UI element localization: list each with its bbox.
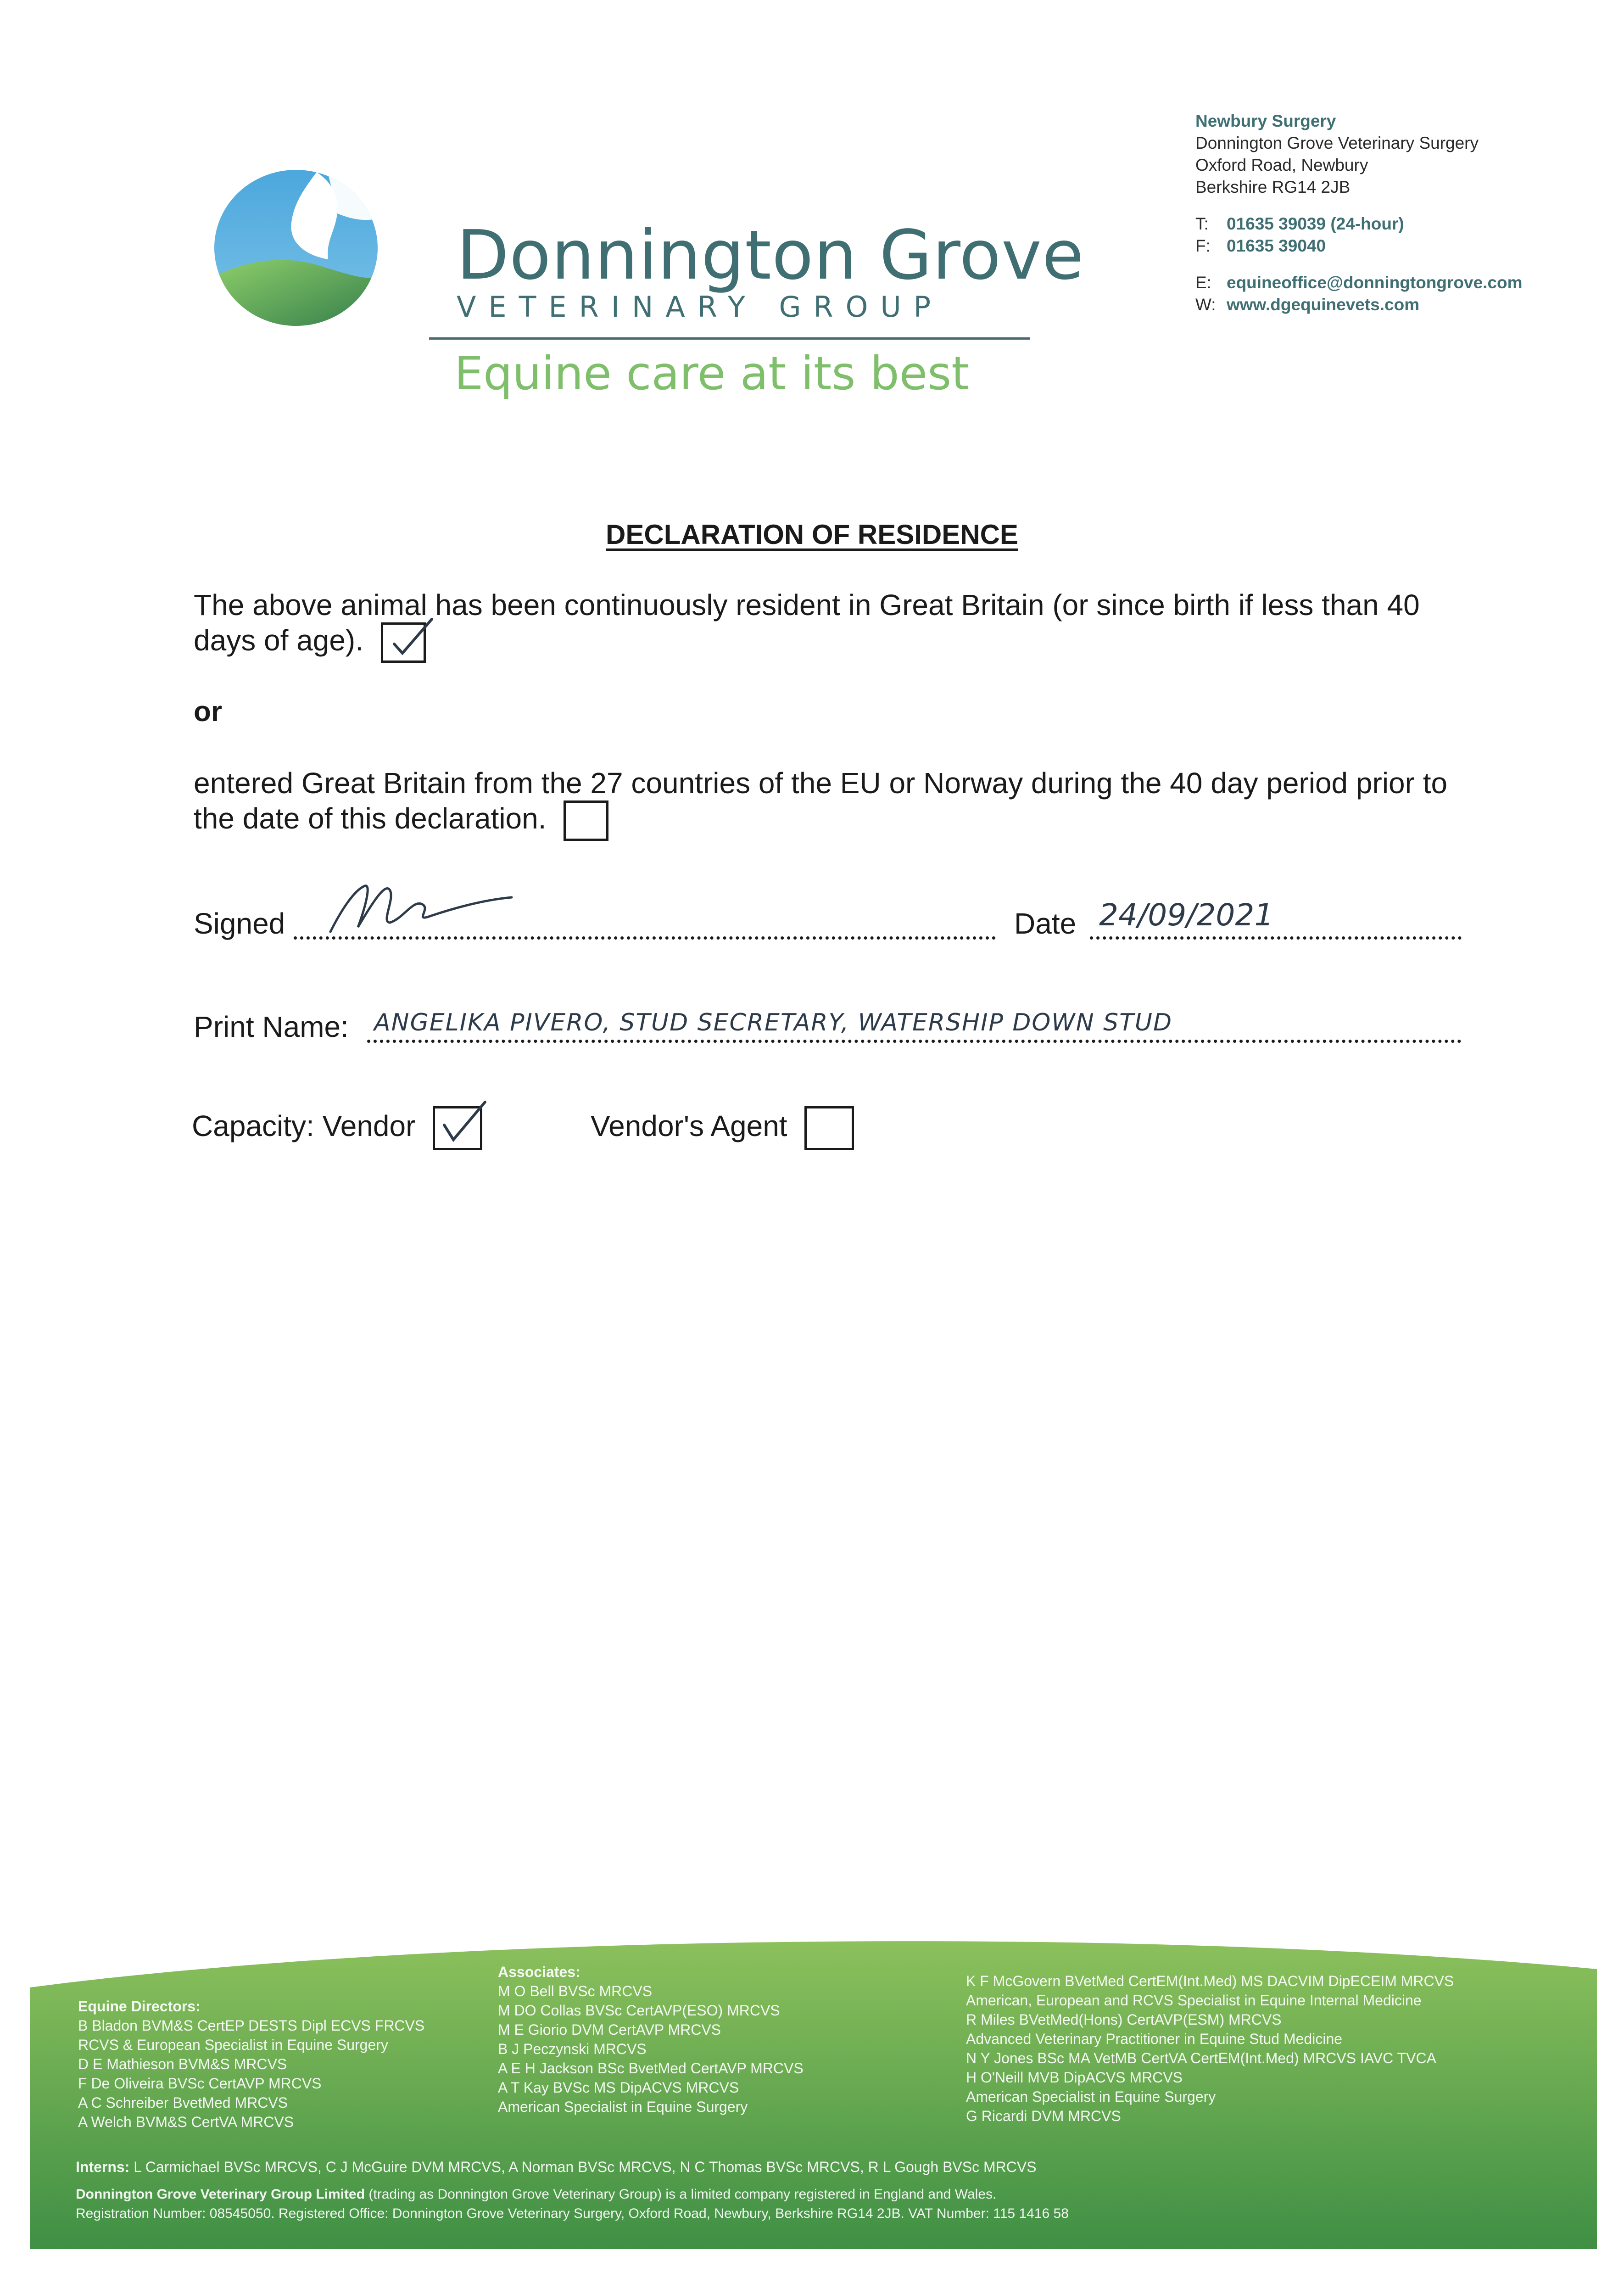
email-label: E: — [1195, 273, 1211, 292]
vendor-checkbox[interactable] — [433, 1106, 482, 1150]
associate-entry: A E H Jackson BSc BvetMed CertAVP MRCVS — [498, 2060, 804, 2077]
signature-line — [294, 936, 996, 940]
footer — [0, 1919, 1624, 2295]
director-entry: F De Oliveira BVSc CertAVP MRCVS — [78, 2075, 322, 2092]
vendors-agent-label: Vendor's Agent — [591, 1109, 787, 1142]
associate-entry: B J Peczynski MRCVS — [498, 2041, 647, 2057]
logo-icon — [211, 163, 381, 333]
brand-divider — [429, 337, 1030, 340]
checkmark-icon — [380, 616, 435, 666]
tel-label: T: — [1195, 214, 1209, 233]
phone-number: 01635 39039 (24-hour) — [1227, 214, 1404, 233]
date-value: 24/09/2021 — [1099, 897, 1274, 933]
director-entry: B Bladon BVM&S CertEP DESTS Dipl ECVS FRCVS — [78, 2017, 425, 2034]
associate-entry: M E Giorio DVM CertAVP MRCVS — [498, 2021, 721, 2038]
director-entry: RCVS & European Specialist in Equine Surgery — [78, 2037, 388, 2053]
capacity-vendor-group — [192, 1106, 482, 1150]
signed-label: Signed — [194, 907, 285, 940]
associate-entry: K F McGovern BVetMed CertEM(Int.Med) MS DACVIM DipECEIM MRCVS — [966, 1973, 1454, 1989]
company-description: (trading as Donnington Grove Veterinary Group) is a limited company registered in England and Wales. — [368, 2187, 997, 2202]
associate-entry: G Ricardi DVM MRCVS — [966, 2108, 1121, 2124]
contact-block — [1195, 110, 1523, 316]
associate-entry: M DO Collas BVSc CertAVP(ESO) MRCVS — [498, 2002, 780, 2019]
date-line — [1090, 936, 1462, 940]
director-entry: A C Schreiber BvetMed MRCVS — [78, 2094, 288, 2111]
signature-icon — [321, 872, 519, 946]
residence-paragraph — [194, 588, 1469, 663]
interns-label: Interns: — [76, 2159, 130, 2175]
vendors-agent-group — [591, 1106, 854, 1150]
company-name: Donnington Grove Veterinary Group Limited — [76, 2187, 365, 2202]
surgery-title: Newbury Surgery — [1195, 112, 1336, 130]
directors-column — [78, 1997, 424, 2132]
brand-name: Donnington Grove — [457, 216, 1084, 295]
residence-checkbox[interactable] — [381, 622, 426, 663]
associate-entry: H O'Neill MVB DipACVS MRCVS — [966, 2069, 1183, 2086]
fax-label: F: — [1195, 236, 1211, 255]
brand-tagline: Equine care at its best — [454, 347, 970, 400]
page-title: DECLARATION OF RESIDENCE — [606, 519, 1018, 550]
associate-entry: N Y Jones BSc MA VetMB CertVA CertEM(Int.Med) MRCVS IAVC TVCA — [966, 2050, 1436, 2066]
brand-subtitle: VETERINARY GROUP — [457, 290, 943, 324]
address-line: Oxford Road, Newbury — [1195, 156, 1368, 174]
associate-entry: M O Bell BVSc MRCVS — [498, 1983, 653, 1999]
print-name-value: ANGELIKA PIVERO, STUD SECRETARY, WATERSHIP DOWN STUD — [374, 1009, 1173, 1036]
web-label: W: — [1195, 295, 1216, 314]
capacity-vendor-label: Capacity: Vendor — [192, 1109, 416, 1142]
directors-title: Equine Directors: — [78, 1998, 201, 2015]
fax-number: 01635 39040 — [1227, 236, 1326, 255]
associate-entry: Advanced Veterinary Practitioner in Equine Stud Medicine — [966, 2031, 1343, 2047]
website-link[interactable]: www.dgequinevets.com — [1227, 295, 1420, 314]
entry-paragraph — [194, 766, 1469, 841]
associates-column — [498, 1962, 804, 2116]
email-link[interactable]: equineoffice@donningtongrove.com — [1227, 273, 1523, 292]
associate-entry: American Specialist in Equine Surgery — [498, 2099, 748, 2115]
vendors-agent-checkbox[interactable] — [804, 1106, 854, 1150]
checkmark-icon — [432, 1099, 487, 1150]
director-entry: A Welch BVM&S CertVA MRCVS — [78, 2114, 294, 2130]
date-label: Date — [1014, 907, 1077, 940]
associate-entry: R Miles BVetMed(Hons) CertAVP(ESM) MRCVS — [966, 2011, 1282, 2028]
address-line: Berkshire RG14 2JB — [1195, 178, 1351, 196]
interns-line — [76, 2157, 1037, 2177]
address-line: Donnington Grove Veterinary Surgery — [1195, 134, 1479, 152]
residence-text: The above animal has been continuously resident in Great Britain (or since birth if less than 40 days of age). — [194, 588, 1420, 657]
associates-title: Associates: — [498, 1964, 580, 1980]
print-name-line — [367, 1040, 1462, 1043]
company-registration: Registration Number: 08545050. Registered Office: Donnington Grove Veterinary Surgery, Oxford Road, Newbury, Berkshire RG14 2JB. VAT Number: 115 1416 58 — [76, 2206, 1069, 2221]
associates-right-column — [966, 1971, 1454, 2126]
interns-list: L Carmichael BVSc MRCVS, C J McGuire DVM MRCVS, A Norman BVSc MRCVS, N C Thomas BVSc MRCVS, R L Gough BVSc MRCVS — [134, 2159, 1037, 2175]
print-name-label: Print Name: — [194, 1010, 349, 1043]
associate-entry: American, European and RCVS Specialist in Equine Internal Medicine — [966, 1992, 1422, 2009]
director-entry: D E Mathieson BVM&S MRCVS — [78, 2056, 287, 2072]
associate-entry: American Specialist in Equine Surgery — [966, 2088, 1216, 2105]
or-separator: or — [194, 696, 222, 728]
entry-text: entered Great Britain from the 27 countries of the EU or Norway during the 40 day period prior to the date of this declaration. — [194, 767, 1448, 835]
company-info — [76, 2185, 1069, 2223]
associate-entry: A T Kay BVSc MS DipACVS MRCVS — [498, 2079, 739, 2096]
entry-checkbox[interactable] — [564, 800, 608, 841]
